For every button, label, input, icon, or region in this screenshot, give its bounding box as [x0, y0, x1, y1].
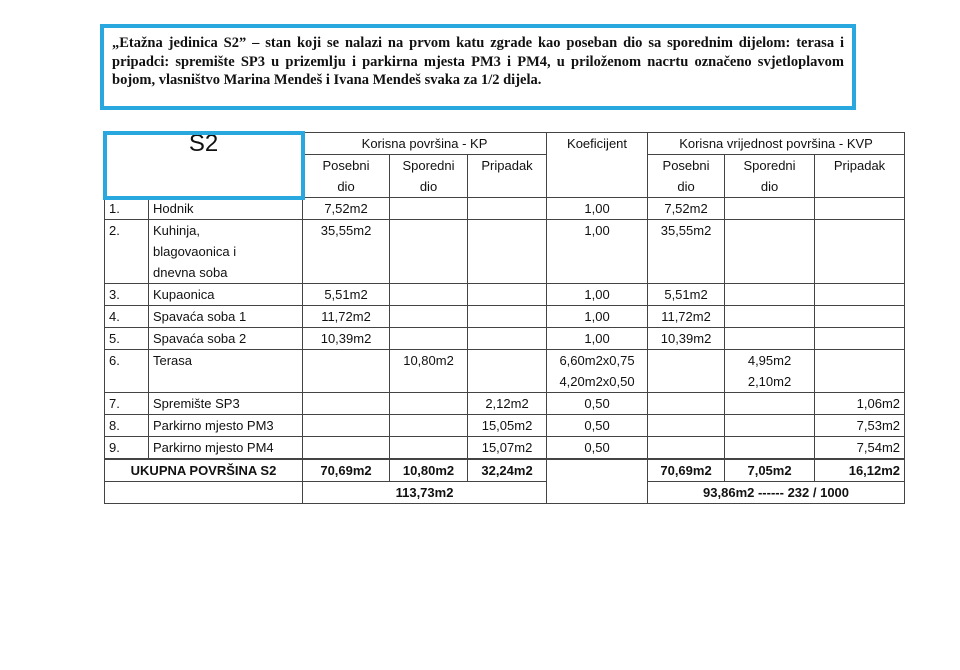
table-row [105, 350, 905, 393]
table-row [105, 328, 905, 350]
table-row [105, 198, 905, 220]
kvp-sporedni-value [725, 437, 815, 459]
kp-sporedni-value [390, 220, 468, 284]
kvp-pripadak-value: 7,53m2 [815, 415, 905, 437]
kvp-posebni-value [648, 350, 725, 393]
kvp-sum: 93,86m2 ------ 232 / 1000 [648, 482, 905, 504]
total-kvp-sporedni: 7,05m2 [725, 460, 815, 482]
unit-id: S2 [188, 130, 219, 157]
kvp-posebni-value [648, 393, 725, 415]
kp-pripadak-header: Pripadak [468, 155, 547, 198]
kp-posebni-value [303, 415, 390, 437]
kvp-posebni-header: Posebni dio [648, 155, 725, 198]
kp-pripadak-value [468, 220, 547, 284]
row-number: 9. [105, 437, 149, 459]
kp-pripadak-value: 15,07m2 [468, 437, 547, 459]
room-name: Spavaća soba 2 [149, 328, 303, 350]
kvp-pripadak-value [815, 306, 905, 328]
row-number: 8. [105, 415, 149, 437]
room-name: Kupaonica [149, 284, 303, 306]
kvp-posebni-value: 35,55m2 [648, 220, 725, 284]
kp-sporedni-value [390, 284, 468, 306]
total-kvp-pripadak: 16,12m2 [815, 460, 905, 482]
room-name: Parkirno mjesto PM4 [149, 437, 303, 459]
total-label: UKUPNA POVRŠINA S2 [105, 460, 303, 482]
kvp-sporedni-value [725, 415, 815, 437]
kvp-pripadak-value: 1,06m2 [815, 393, 905, 415]
kp-posebni-value: 7,52m2 [303, 198, 390, 220]
row-number: 5. [105, 328, 149, 350]
row-number: 1. [105, 198, 149, 220]
kvp-pripadak-value: 7,54m2 [815, 437, 905, 459]
area-table [104, 132, 905, 504]
kp-pripadak-value [468, 328, 547, 350]
kvp-sporedni-value: 4,95m2 2,10m2 [725, 350, 815, 393]
kvp-posebni-value: 11,72m2 [648, 306, 725, 328]
room-name: Spremište SP3 [149, 393, 303, 415]
row-number: 7. [105, 393, 149, 415]
unit-id-cell [105, 130, 303, 198]
coefficient-value: 6,60m2x0,75 4,20m2x0,50 [547, 350, 648, 393]
coefficient-value: 1,00 [547, 328, 648, 350]
kp-posebni-value: 10,39m2 [303, 328, 390, 350]
kvp-header: Korisna vrijednost površina - KVP [648, 133, 905, 155]
kvp-pripadak-value [815, 328, 905, 350]
kp-pripadak-value: 2,12m2 [468, 393, 547, 415]
coefficient-value: 1,00 [547, 198, 648, 220]
kvp-pripadak-value [815, 220, 905, 284]
kvp-sporedni-value [725, 284, 815, 306]
kp-posebni-value [303, 437, 390, 459]
kp-sporedni-value: 10,80m2 [390, 350, 468, 393]
row-number: 2. [105, 220, 149, 284]
coefficient-header: Koeficijent [547, 133, 648, 198]
kvp-posebni-value: 5,51m2 [648, 284, 725, 306]
kvp-sporedni-value [725, 198, 815, 220]
kvp-sporedni-value [725, 306, 815, 328]
total-kp-pripadak: 32,24m2 [468, 460, 547, 482]
kp-sporedni-value [390, 437, 468, 459]
kp-header: Korisna površina - KP [303, 133, 547, 155]
kp-pripadak-value [468, 284, 547, 306]
coefficient-value: 1,00 [547, 284, 648, 306]
kp-posebni-value: 5,51m2 [303, 284, 390, 306]
row-number: 6. [105, 350, 149, 393]
kp-sum: 113,73m2 [303, 482, 547, 504]
kvp-posebni-value [648, 437, 725, 459]
intro-paragraph: „Etažna jedinica S2” – stan koji se nalazi na prvom katu zgrade kao poseban dio sa sporednim dijelom: terasa i pripadci: spremište SP3 u prizemlju i parkirna mjesta PM3 i PM4, u priloženom nacrtu označeno svjetloplavom bojom, vlasništvo Marina Mendeš i Ivana Mendeš svaka za 1/2 dijela. [100, 24, 856, 110]
table-row [105, 220, 905, 284]
kvp-pripadak-value [815, 198, 905, 220]
row-number: 4. [105, 306, 149, 328]
sum-label-empty [105, 482, 303, 504]
kp-posebni-value: 11,72m2 [303, 306, 390, 328]
kp-posebni-value [303, 350, 390, 393]
kp-sporedni-value [390, 306, 468, 328]
kvp-sporedni-value [725, 328, 815, 350]
coefficient-value: 0,50 [547, 393, 648, 415]
kp-posebni-value: 35,55m2 [303, 220, 390, 284]
kp-sporedni-value [390, 415, 468, 437]
kp-pripadak-value [468, 198, 547, 220]
kp-sporedni-header: Sporedni dio [390, 155, 468, 198]
room-name: Kuhinja, blagovaonica i dnevna soba [149, 220, 303, 284]
kp-sporedni-value [390, 393, 468, 415]
total-kp-sporedni: 10,80m2 [390, 460, 468, 482]
kvp-pripadak-value [815, 350, 905, 393]
kp-posebni-value [303, 393, 390, 415]
table-row [105, 415, 905, 437]
header-row-1 [105, 133, 905, 155]
table-row [105, 437, 905, 459]
table-row [105, 284, 905, 306]
table-row [105, 306, 905, 328]
row-number: 3. [105, 284, 149, 306]
kp-sporedni-value [390, 198, 468, 220]
table-row [105, 393, 905, 415]
kvp-pripadak-header: Pripadak [815, 155, 905, 198]
kvp-posebni-value: 7,52m2 [648, 198, 725, 220]
room-name: Hodnik [149, 198, 303, 220]
room-name: Spavaća soba 1 [149, 306, 303, 328]
kvp-posebni-value [648, 415, 725, 437]
room-name: Parkirno mjesto PM3 [149, 415, 303, 437]
kp-pripadak-value: 15,05m2 [468, 415, 547, 437]
coefficient-value: 0,50 [547, 415, 648, 437]
total-kp-posebni: 70,69m2 [303, 460, 390, 482]
kvp-pripadak-value [815, 284, 905, 306]
kvp-sporedni-header: Sporedni dio [725, 155, 815, 198]
kp-pripadak-value [468, 306, 547, 328]
kp-pripadak-value [468, 350, 547, 393]
coefficient-value: 0,50 [547, 437, 648, 459]
kvp-sporedni-value [725, 393, 815, 415]
kp-sporedni-value [390, 328, 468, 350]
coefficient-value: 1,00 [547, 306, 648, 328]
coefficient-value: 1,00 [547, 220, 648, 284]
total-kvp-posebni: 70,69m2 [648, 460, 725, 482]
kvp-sporedni-value [725, 220, 815, 284]
total-coefficient [547, 460, 648, 504]
room-name: Terasa [149, 350, 303, 393]
sum-row [105, 482, 905, 504]
total-row [105, 460, 905, 482]
kvp-posebni-value: 10,39m2 [648, 328, 725, 350]
kp-posebni-header: Posebni dio [303, 155, 390, 198]
